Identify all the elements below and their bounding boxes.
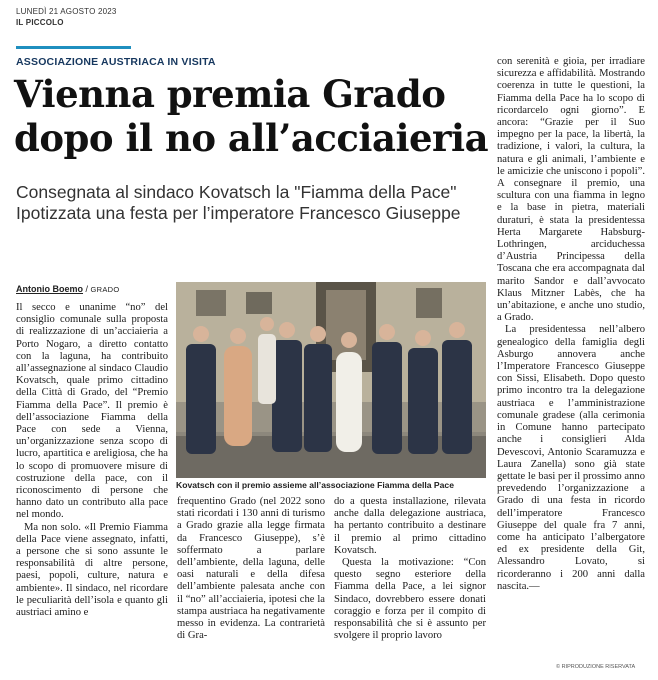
text-column-3 — [334, 496, 486, 642]
masthead — [16, 6, 117, 28]
paragraph: con serenità e gioia, per irradiare sicurezza e affidabilità. Mostrando coerenza in tutte le questioni, la Fiamma della Pace ha lo scopo di ricordarcelo ogni giorno”. E ancora: “Grazie per il Suo impegno per la pace, la libertà, la tradizione, i valori, la cultura, la natura e gli animali, l’ambiente e le amicizie che uniscono i popoli”. A consegnare il premio, una scultura con una fiamma in legno e la base in pietra, materiali duraturi, è stata la presidentessa Herta Margarete Habsburg-Lothringen, arciduchessa d’Austria Principessa della Toscana che era accompagnata dal marito Sandor e dall’avvocato Klaus Mitzner Labès, che ha un’abitazione, e anche uno studio, a Grado. — [497, 56, 645, 324]
text-column-4 — [497, 56, 645, 593]
accent-rule — [16, 46, 131, 49]
paragraph: do a questa installazione, rilevata anche dalla delegazione austriaca, ha pertanto contribuito a destinare il premio al primo cittadino Kovatsch. — [334, 496, 486, 556]
subheadline — [16, 182, 496, 224]
paragraph: Il secco e unanime “no” del consiglio comunale sulla proposta di realizzazione di un’acciaieria a Porto Nogaro, a diretto contatto con la laguna, ha contribuito all’assegnazione al sindaco Claudio Kovatsch, quale primo cittadino della Città di Grado, del “Premio Fiamma della Pace”. Il premio è dell’associazione Fiamma della Pace con sede a Vienna, un’organizzazione senza scopo di lucro, apartitica e areligiosa, che ha lo scopo di promuovere misure di costruzione della pace, con il riconoscimento di persone che hanno dato un contributo alla pace nel mondo. — [16, 302, 168, 521]
byline-place: GRADO — [90, 285, 120, 294]
issue-date: LUNEDÌ 21 AGOSTO 2023 — [16, 7, 117, 16]
group-photo — [176, 282, 486, 478]
subhead-line-1: Consegnata al sindaco Kovatsch la "Fiamma della Pace" — [16, 182, 457, 202]
paragraph: Questa la motivazione: “Con questo segno esteriore della Fiamma della Pace, a lei signor Sindaco, dovrebbero essere donati coraggio e forza per il compito di responsabilità che si è assunto per svolgere il proprio lavoro — [334, 557, 486, 642]
text-column-1 — [16, 302, 168, 619]
byline-author: Antonio Boemo — [16, 284, 83, 294]
group-photo-illustration — [176, 282, 486, 478]
headline-line-2: dopo il no all’acciaieria — [14, 116, 489, 160]
section-kicker: ASSOCIAZIONE AUSTRIACA IN VISITA — [16, 56, 216, 68]
photo-caption: Kovatsch con il premio assieme all’associazione Fiamma della Pace — [176, 480, 454, 490]
newspaper-name: IL PICCOLO — [16, 18, 64, 27]
byline: Antonio Boemo / GRADO — [16, 284, 120, 294]
reproduction-note: © RIPRODUZIONE RISERVATA — [556, 664, 636, 670]
paragraph: La presidentessa nell’albero genealogico della famiglia degli Asburgo annovera anche l’Imperatore Francesco Giuseppe con Sissi, Elisabeth. Dopo questo primo incontro tra la delegazione austriaca e l’amministrazione comunale gradese (alla cerimonia in Comune hanno partecipato anche i consiglieri Alda Devescovi, Antonio Scaramuzza e Laura Zanella) sono già state gettate le basi per il prossimo anno prevedendo l’organizzazione a Grado di una festa in ricordo dell’imperatore Francesco Giuseppe del quale fra 7 anni, come ha anticipato l’albergatore ed ex presidente della Git, Alessandro Lovato, si ricorderanno i 200 anni dalla nascita.— — [497, 324, 645, 592]
text-column-2 — [177, 496, 325, 642]
paragraph: Ma non solo. «Il Premio Fiamma della Pace viene assegnato, infatti, a persone che si sono assunte le responsabilità di altre persone, paesi, popoli, culture, natura e ambiente». Il sindaco, nel ricordare le peculiarità dell’isola e quanto gli austriaci amino e — [16, 521, 168, 619]
headline-line-1: Vienna premia Grado — [14, 72, 446, 116]
headline — [14, 72, 494, 160]
subhead-line-2: Ipotizzata una festa per l’imperatore Francesco Giuseppe — [16, 203, 461, 223]
paragraph: frequentino Grado (nel 2022 sono stati ricordati i 130 anni di turismo a Grado grazie alla legge firmata da Francesco Giuseppe), s’è soffermato a parlare dell’ambiente, della laguna, delle oasi naturali e della difesa dell’ambiente palesata anche con il “no” all’acciaieria, ipotesi che la stampa austriaca ha negativamente messo in evidenza. La contrarietà di Gra- — [177, 496, 325, 642]
